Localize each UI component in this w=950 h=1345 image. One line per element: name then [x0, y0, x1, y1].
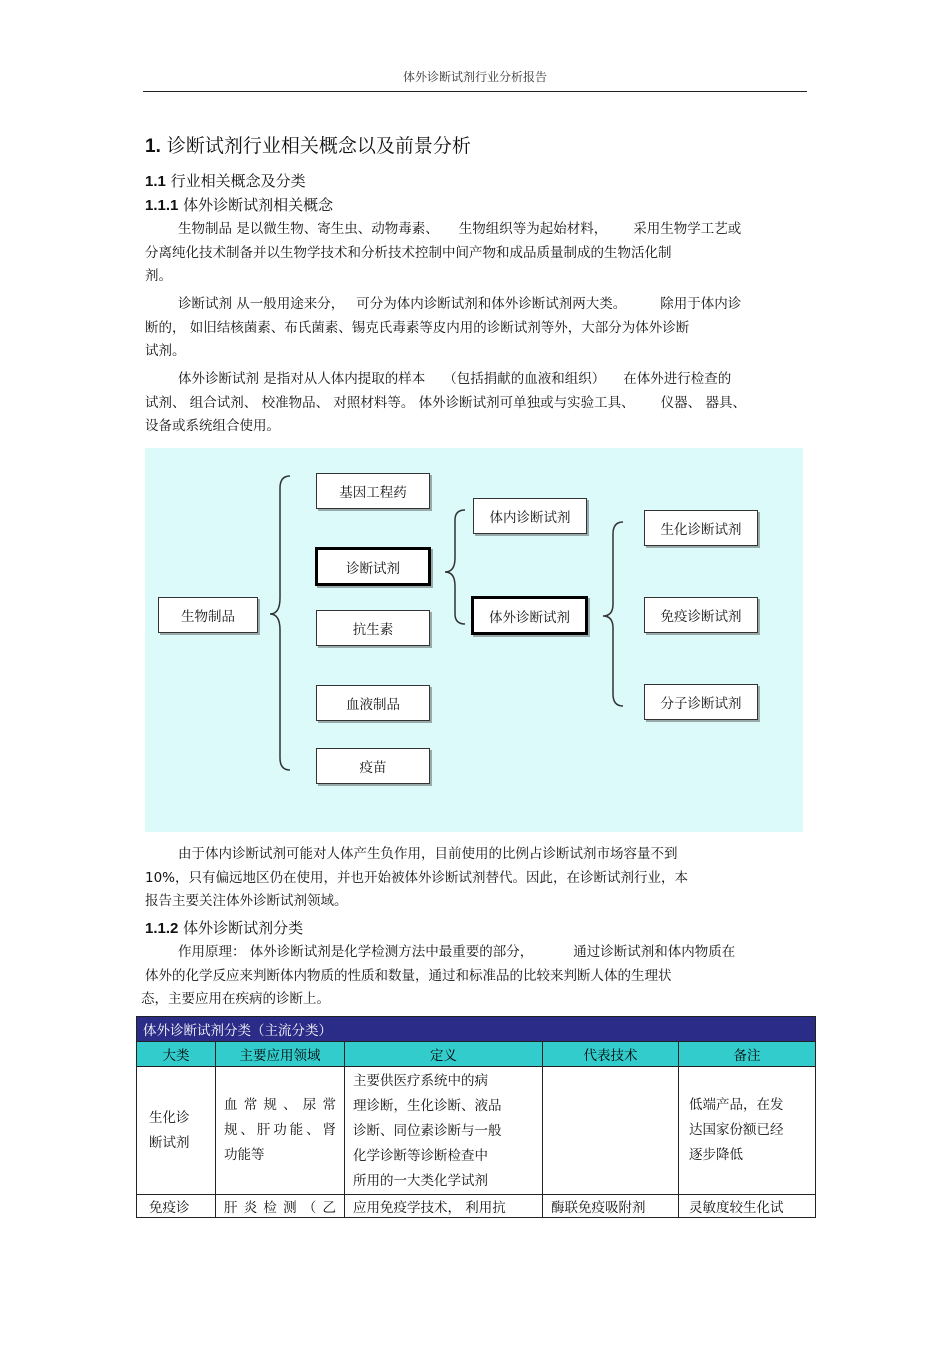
section-1-1-2-heading: 1.1.2 体外诊断试剂分类	[145, 919, 304, 937]
table-header-technology: 代表技术	[543, 1042, 679, 1067]
brace-level1	[270, 476, 290, 770]
table-row	[137, 1195, 816, 1218]
paragraph-in-vivo-share: 由于体内诊断试剂可能对人体产生负作用，目前使用的比例占诊断试剂市场容量不到 10%，只有偏远地区仍在使用，并也开始被体外诊断试剂替代。因此，在诊断试剂行业，本 报告主要关注体外诊断试剂领域。	[145, 846, 689, 909]
cell-definition: 主要供医疗系统中的病 理诊断，生化诊断、液品 诊断、同位素诊断与一般 化学诊断等诊断检查中 所用的一大类化学试剂	[345, 1067, 543, 1195]
section-1-heading: 1. 诊断试剂行业相关概念以及前景分析	[145, 135, 471, 157]
node-immuno-reagents: 免疫诊断试剂	[644, 597, 758, 633]
cell-notes: 低端产品，在发 达国家份额已经 逐步降低	[679, 1067, 816, 1195]
paragraph-diagnostic-reagents: 诊断试剂 从一般用途来分， 可分为体内诊断试剂和体外诊断试剂两大类。 除用于体内诊 断的， 如旧结核菌素、布氏菌素、锡克氏毒素等皮内用的诊断试剂等外，大部分为体外诊断 试剂。	[145, 296, 742, 359]
section-1-1-1-heading: 1.1.1 体外诊断试剂相关概念	[145, 196, 334, 214]
node-genetic-engineering-drugs: 基因工程药	[316, 473, 430, 509]
brace-level3	[603, 522, 623, 706]
node-in-vivo-reagents: 体内诊断试剂	[473, 498, 587, 534]
cell-notes: 灵敏度较生化试	[679, 1195, 816, 1218]
paragraph-working-principle: 作用原理： 体外诊断试剂是化学检测方法中最重要的部分， 通过诊断试剂和体内物质在 体外的化学反应来判断体内物质的性质和数量，通过和标准品的比较来判断人体的生理状 态，主要应用在疾病的诊断上。	[141, 944, 736, 1007]
node-antibiotics: 抗生素	[316, 610, 430, 646]
cell-application: 肝炎检测（乙	[216, 1195, 345, 1218]
cell-category: 免疫诊	[137, 1195, 216, 1218]
node-diagnostic-reagents: 诊断试剂	[315, 547, 431, 586]
node-biological-products: 生物制品	[158, 597, 258, 633]
node-blood-products: 血液制品	[316, 685, 430, 721]
node-biochemical-reagents: 生化诊断试剂	[644, 510, 758, 546]
table-header-category: 大类	[137, 1042, 216, 1067]
cell-definition: 应用免疫学技术， 利用抗	[345, 1195, 543, 1218]
classification-diagram	[145, 448, 803, 832]
cell-category: 生化诊 断试剂	[137, 1067, 216, 1195]
cell-technology	[543, 1067, 679, 1195]
node-in-vitro-reagents: 体外诊断试剂	[471, 596, 588, 635]
section-1-1-heading: 1.1 行业相关概念及分类	[145, 172, 306, 190]
cell-application: 血常规、尿常 规、肝功能、肾 功能等	[216, 1067, 345, 1195]
table-caption: 体外诊断试剂分类（主流分类）	[137, 1017, 816, 1042]
brace-level2	[445, 510, 465, 624]
cell-technology: 酶联免疫吸附剂	[543, 1195, 679, 1218]
node-molecular-reagents: 分子诊断试剂	[644, 684, 758, 720]
table-header-definition: 定义	[345, 1042, 543, 1067]
page-header: 体外诊断试剂行业分析报告	[143, 66, 807, 92]
table-header-application: 主要应用领域	[216, 1042, 345, 1067]
paragraph-biological-products: 生物制品 是以微生物、寄生虫、动物毒素、 生物组织等为起始材料， 采用生物学工艺或 分离纯化技术制备并以生物学技术和分析技术控制中间产物和成品质量制成的生物活化制 剂。	[145, 221, 742, 284]
table-row	[137, 1067, 816, 1195]
classification-table	[136, 1016, 816, 1218]
node-vaccines: 疫苗	[316, 748, 430, 784]
table-header-notes: 备注	[679, 1042, 816, 1067]
paragraph-ivd-definition: 体外诊断试剂 是指对从人体内提取的样本 （包括捐献的血液和组织） 在体外进行检查的 试剂、 组合试剂、 校准物品、 对照材料等。 体外诊断试剂可单独或与实验工具、 仪器、 器具、 设备或系统组合使用。	[145, 371, 746, 434]
